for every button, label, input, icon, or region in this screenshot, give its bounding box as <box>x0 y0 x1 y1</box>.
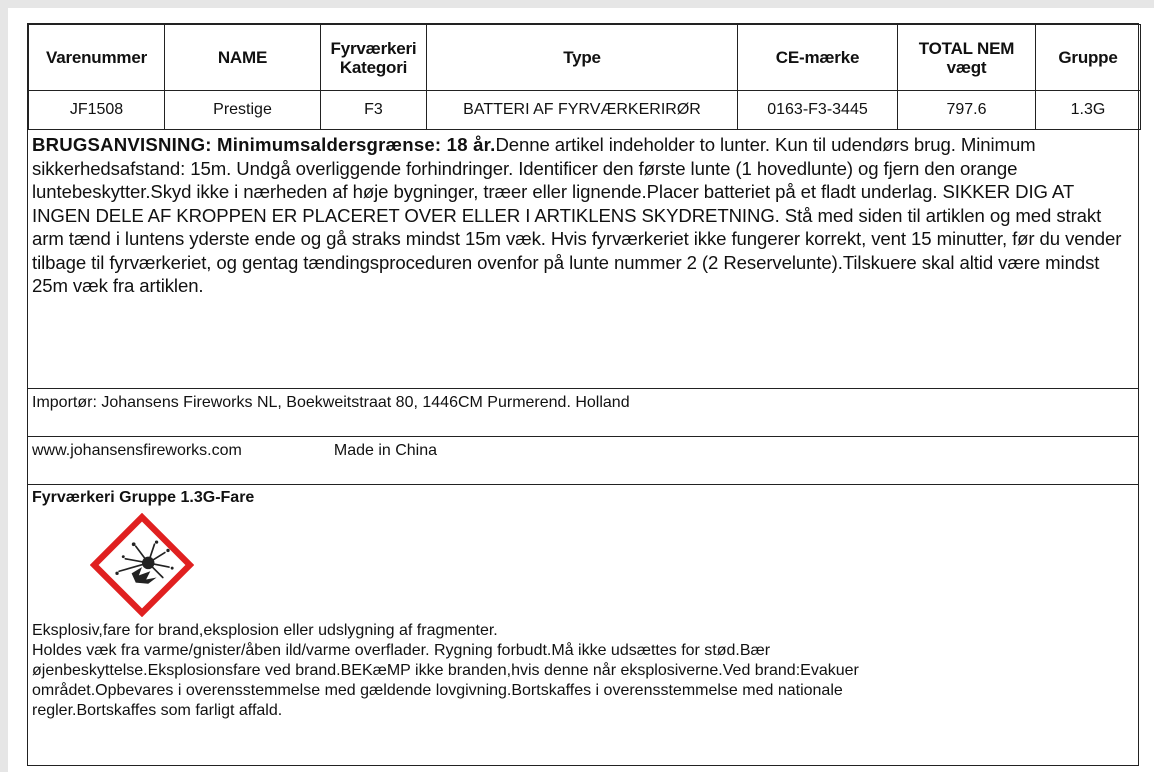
cell-kategori: F3 <box>321 91 427 130</box>
spec-table <box>28 24 1141 130</box>
cell-ce-maerke: 0163-F3-3445 <box>738 91 898 130</box>
header-gruppe: Gruppe <box>1036 25 1141 91</box>
header-ce-maerke: CE-mærke <box>738 25 898 91</box>
document-page <box>8 8 1154 772</box>
instructions-body: Denne artikel indeholder to lunter. Kun til udendørs brug. Minimum sikkerhedsafstand: 15m. Undgå overliggende forhindringer. Identificer den første lunte (1 hovedlunte) og fjern den orange luntebeskytter.Skyd ikke i nærheden af høje bygninger, træer eller lignende.Placer batteriet på et fladt underlag. SIKKER DIG AT INGEN DELE AF KROPPEN ER PLACERET OVER ELLER I ARTIKLENS SKYDRETNING. Stå med siden til artiklen og med strakt arm tænd i luntens yderste ende og gå straks mindst 15m væk. Hvis fyrværkeriet ikke fungerer korrekt, vent 15 minutter, før du vender tilbage til fyrværkeriet, og gentag tændingsproceduren ovenfor på lunte nummer 2 (2 Reservelunte).Tilskuere skal altid være mindst 25m væk fra artiklen. <box>32 134 1122 296</box>
header-name: NAME <box>165 25 321 91</box>
header-kategori: Fyrværkeri Kategori <box>321 25 427 91</box>
hazard-line: regler.Bortskaffes som farligt affald. <box>32 702 283 719</box>
hazard-section <box>28 484 1138 767</box>
origin-text: Made in China <box>333 442 438 459</box>
hazard-statements <box>32 621 859 721</box>
header-nem-vaegt: TOTAL NEM vægt <box>898 25 1036 91</box>
website-text: www.johansensfireworks.com <box>32 442 242 459</box>
cell-type: BATTERI AF FYRVÆRKERIRØR <box>427 91 738 130</box>
hazard-line: Eksplosiv,fare for brand,eksplosion eller udslygning af fragmenter. <box>32 622 498 639</box>
header-varenummer: Varenummer <box>29 25 165 91</box>
hazard-line: øjenbeskyttelse.Eksplosionsfare ved brand.BEKæMP ikke branden,hvis denne når eksplosiverne.Ved brand:Evakuer <box>32 662 859 679</box>
importer-text: Importør: Johansens Fireworks NL, Boekweitstraat 80, 1446CM Purmerend. Holland <box>32 394 630 411</box>
cell-name: Prestige <box>165 91 321 130</box>
explosive-ghs-icon <box>90 513 194 617</box>
importer-section <box>28 388 1138 436</box>
product-label <box>27 23 1139 766</box>
website-section <box>28 436 1138 484</box>
header-type: Type <box>427 25 738 91</box>
instructions-section <box>28 128 1138 388</box>
hazard-title: Fyrværkeri Gruppe 1.3G-Fare <box>32 489 255 506</box>
instructions-lead: BRUGSANVISNING: Minimumsaldersgrænse: 18 år. <box>32 134 496 155</box>
cell-nem-vaegt: 797.6 <box>898 91 1036 130</box>
cell-varenummer: JF1508 <box>29 91 165 130</box>
spec-header-row <box>29 25 1141 91</box>
hazard-line: Holdes væk fra varme/gnister/åben ild/varme overflader. Rygning forbudt.Må ikke udsættes for stød.Bær <box>32 642 771 659</box>
spec-data-row <box>29 91 1141 130</box>
hazard-line: området.Opbevares i overensstemmelse med gældende lovgivning.Bortskaffes i overensstemmelse med nationale <box>32 682 843 699</box>
cell-gruppe: 1.3G <box>1036 91 1141 130</box>
